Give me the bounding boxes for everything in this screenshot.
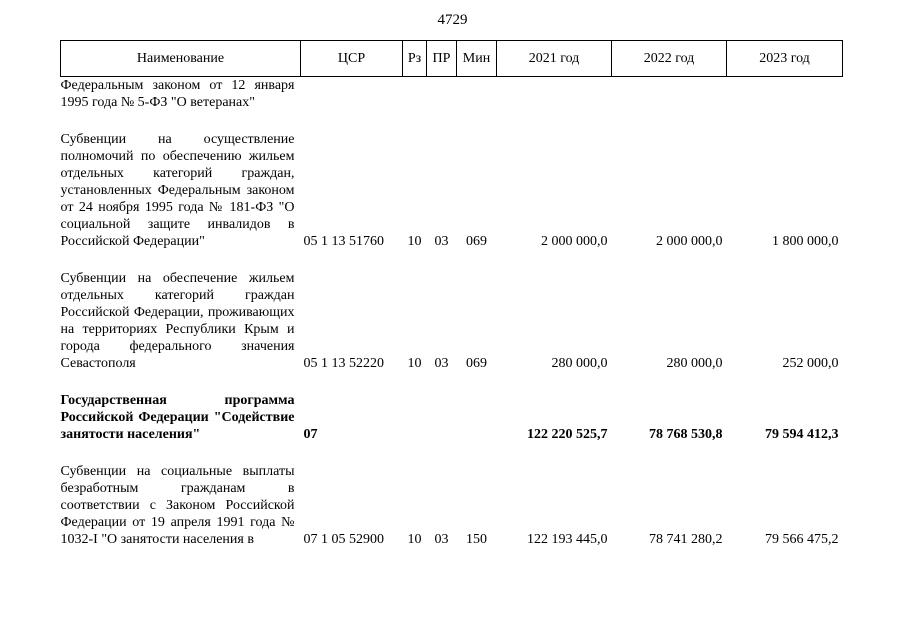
row-min: 069 (466, 234, 487, 249)
header-rz: Рз (403, 41, 427, 77)
row-min: 069 (466, 356, 487, 371)
row-min (457, 77, 497, 112)
table-row (61, 77, 843, 112)
row-csr: 07 (303, 427, 318, 442)
row-name: Субвенции на социальные выплаты безработным гражданам в соответствии с Законом Российской Федерации от 19 апреля 1991 года № 1032-I "О занятости населения в (60, 464, 295, 547)
row-min (457, 392, 497, 443)
row-2022: 280 000,0 (666, 356, 723, 371)
row-2023: 79 594 412,3 (765, 427, 839, 442)
row-rz: 10 (407, 356, 422, 371)
table-row (61, 270, 843, 372)
row-csr: 07 1 05 52900 (303, 532, 384, 547)
row-pr: 03 (434, 234, 449, 249)
row-spacer (61, 111, 843, 131)
row-name: Государственная программа Российской Федерации "Содействие занятости населения" (60, 393, 295, 442)
row-2021: 2 000 000,0 (541, 234, 608, 249)
row-pr (427, 77, 457, 112)
header-pr: ПР (427, 41, 457, 77)
table-header-row (61, 41, 843, 77)
row-pr: 03 (434, 532, 449, 547)
header-csr: ЦСР (301, 41, 403, 77)
row-2022 (612, 77, 727, 112)
row-2022: 78 768 530,8 (649, 427, 723, 442)
row-2023: 79 566 475,2 (765, 532, 839, 547)
row-name: Федеральным законом от 12 января 1995 года № 5-ФЗ "О ветеранах" (60, 78, 295, 110)
row-spacer (61, 372, 843, 392)
row-2021: 122 220 525,7 (527, 427, 608, 442)
row-name: Субвенции на обеспечение жильем отдельных категорий граждан Российской Федерации, проживающих на территориях Республики Крым и города федерального значения Севастополя (60, 271, 295, 371)
row-2023: 252 000,0 (782, 356, 839, 371)
budget-table (60, 40, 843, 548)
row-name: Субвенции на осуществление полномочий по обеспечению жильем отдельных категорий граждан, установленных Федеральным законом от 24 ноября 1995 года № 181-ФЗ "О социальной защите инвалидов в Российской Федерации" (60, 132, 295, 249)
row-2022: 78 741 280,2 (649, 532, 723, 547)
row-2021: 122 193 445,0 (527, 532, 608, 547)
table-row (61, 463, 843, 548)
row-2021 (497, 77, 612, 112)
row-pr: 03 (434, 356, 449, 371)
table-row-program (61, 392, 843, 443)
header-2022: 2022 год (612, 41, 727, 77)
header-2023: 2023 год (727, 41, 843, 77)
header-2021: 2021 год (497, 41, 612, 77)
row-spacer (61, 250, 843, 270)
row-rz: 10 (407, 532, 422, 547)
header-min: Мин (457, 41, 497, 77)
row-2021: 280 000,0 (551, 356, 608, 371)
row-2023 (727, 77, 843, 112)
row-csr (301, 77, 403, 112)
row-pr (427, 392, 457, 443)
row-2023: 1 800 000,0 (772, 234, 839, 249)
row-csr: 05 1 13 52220 (303, 356, 384, 371)
row-min: 150 (466, 532, 487, 547)
row-2022: 2 000 000,0 (656, 234, 723, 249)
row-rz (403, 77, 427, 112)
row-rz (403, 392, 427, 443)
row-csr: 05 1 13 51760 (303, 234, 384, 249)
page-number: 4729 (437, 12, 468, 28)
row-rz: 10 (407, 234, 422, 249)
row-spacer (61, 443, 843, 463)
table-row (61, 131, 843, 250)
header-name: Наименование (61, 41, 301, 77)
